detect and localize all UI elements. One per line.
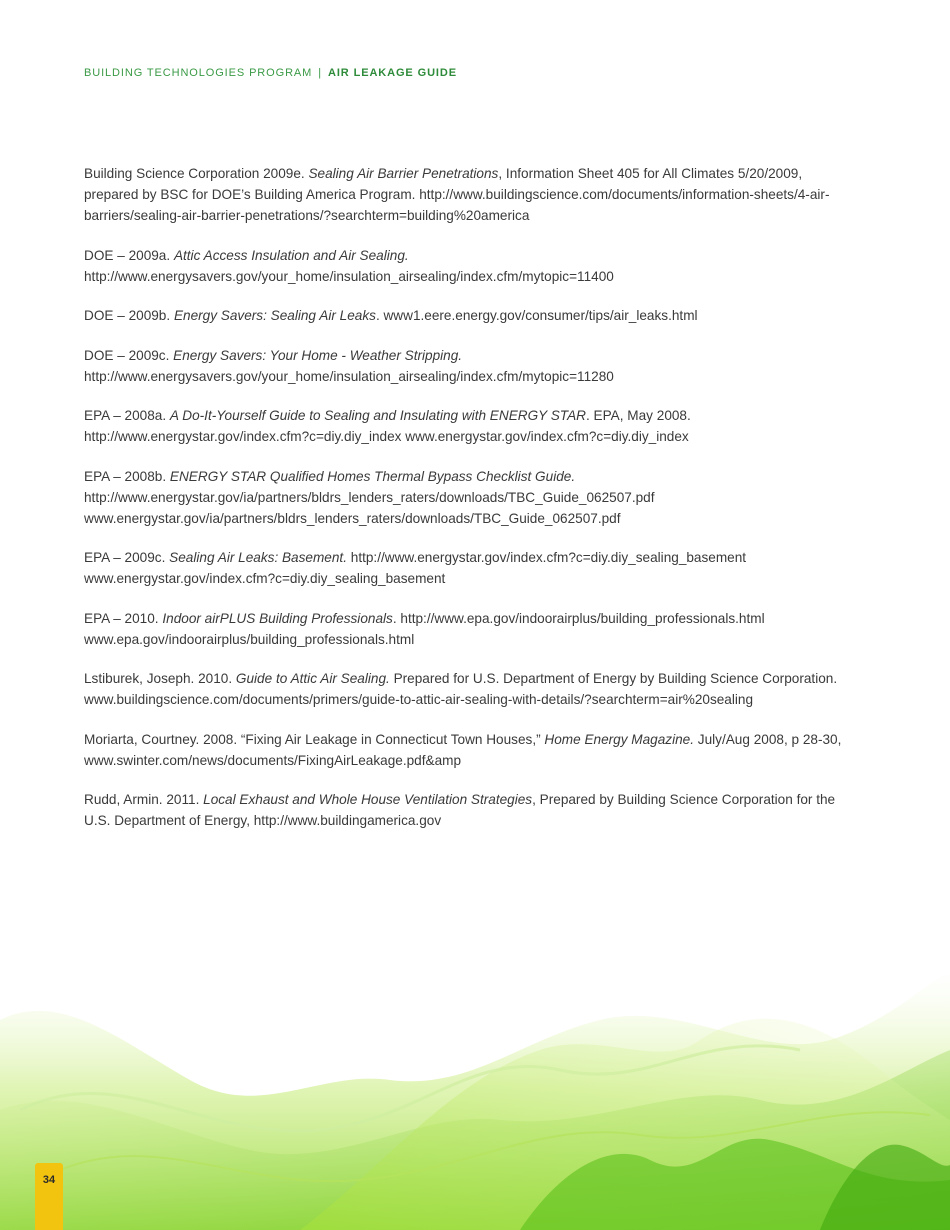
reference-title: Local Exhaust and Whole House Ventilation Strategies	[203, 792, 533, 807]
reference-title: Sealing Air Leaks: Basement.	[169, 550, 347, 565]
reference-title: Guide to Attic Air Sealing.	[235, 671, 390, 686]
reference-title: Sealing Air Barrier Penetrations	[308, 166, 499, 181]
reference-title: Energy Savers: Your Home - Weather Stripping.	[173, 347, 463, 363]
header-separator: |	[318, 67, 322, 79]
reference-item: Moriarta, Courtney. 2008. “Fixing Air Leakage in Connecticut Town Houses,” Home Energy Magazine. July/Aug 2008, p 28-30, www.swinter.com/news/documents/FixingAirLeakage.pdf&amp	[84, 731, 842, 768]
program-name: BUILDING TECHNOLOGIES PROGRAM	[84, 67, 313, 79]
reference-item: DOE – 2009c. Energy Savers: Your Home - Weather Stripping. http://www.energysavers.gov/your_home/insulation_airsealing/index.cfm/mytopic=11280	[84, 347, 614, 384]
reference-title: Indoor airPLUS Building Professionals	[162, 610, 393, 626]
reference-list	[84, 163, 844, 850]
reference-title: Home Energy Magazine.	[544, 731, 695, 747]
reference-item: EPA – 2008b. ENERGY STAR Qualified Homes Thermal Bypass Checklist Guide. http://www.energystar.gov/ia/partners/bldrs_lenders_raters/downloads/TBC_Guide_062507.pdf www.energystar.gov/ia/partners/bldrs_lenders_raters/downloads/TBC_Guide_062507.pdf	[84, 468, 655, 526]
reference-item: Building Science Corporation 2009e. Sealing Air Barrier Penetrations, Information Sheet 405 for All Climates 5/20/2009, prepared by BSC for DOE’s Building America Program. http://www.buildingscience.com/documents/information-sheets/4-air-barriers/sealing-air-barrier-penetrations/?searchterm=building%20america	[84, 166, 830, 223]
reference-item: EPA – 2009c. Sealing Air Leaks: Basement. http://www.energystar.gov/index.cfm?c=diy.diy_sealing_basement www.energystar.gov/index.cfm?c=diy.diy_sealing_basement	[84, 550, 747, 586]
page-number: 34	[42, 1174, 56, 1186]
reference-item: Rudd, Armin. 2011. Local Exhaust and Whole House Ventilation Strategies, Prepared by Building Science Corporation for the U.S. Department of Energy, http://www.buildingamerica.gov	[84, 792, 836, 828]
reference-title: Attic Access Insulation and Air Sealing.	[173, 247, 409, 263]
reference-title: A Do-It-Yourself Guide to Sealing and Insulating with ENERGY STAR	[169, 408, 586, 423]
reference-title: Energy Savers: Sealing Air Leaks	[173, 308, 376, 323]
reference-item: Lstiburek, Joseph. 2010. Guide to Attic Air Sealing. Prepared for U.S. Department of Energy by Building Science Corporation. www.buildingscience.com/documents/primers/guide-to-attic-air-sealing-with-details/?searchterm=air%20sealing	[84, 671, 838, 707]
reference-item: EPA – 2010. Indoor airPLUS Building Professionals. http://www.epa.gov/indoorairplus/building_professionals.html www.epa.gov/indoorairplus/building_professionals.html	[84, 610, 765, 647]
reference-item: EPA – 2008a. A Do-It-Yourself Guide to Sealing and Insulating with ENERGY STAR. EPA, May 2008. http://www.energystar.gov/index.cfm?c=diy.diy_index www.energystar.gov/index.cfm?c=diy.diy_index	[84, 408, 691, 444]
guide-name: AIR LEAKAGE GUIDE	[327, 67, 457, 79]
reference-item: DOE – 2009b. Energy Savers: Sealing Air Leaks. www1.eere.energy.gov/consumer/tips/air_leaks.html	[84, 308, 698, 323]
reference-item: DOE – 2009a. Attic Access Insulation and Air Sealing. http://www.energysavers.gov/your_home/insulation_airsealing/index.cfm/mytopic=11400	[84, 247, 614, 284]
running-header	[84, 67, 457, 79]
reference-title: ENERGY STAR Qualified Homes Thermal Bypass Checklist Guide.	[169, 468, 576, 484]
page-number-tab	[35, 1163, 63, 1230]
green-smoke-decoration	[0, 930, 950, 1230]
